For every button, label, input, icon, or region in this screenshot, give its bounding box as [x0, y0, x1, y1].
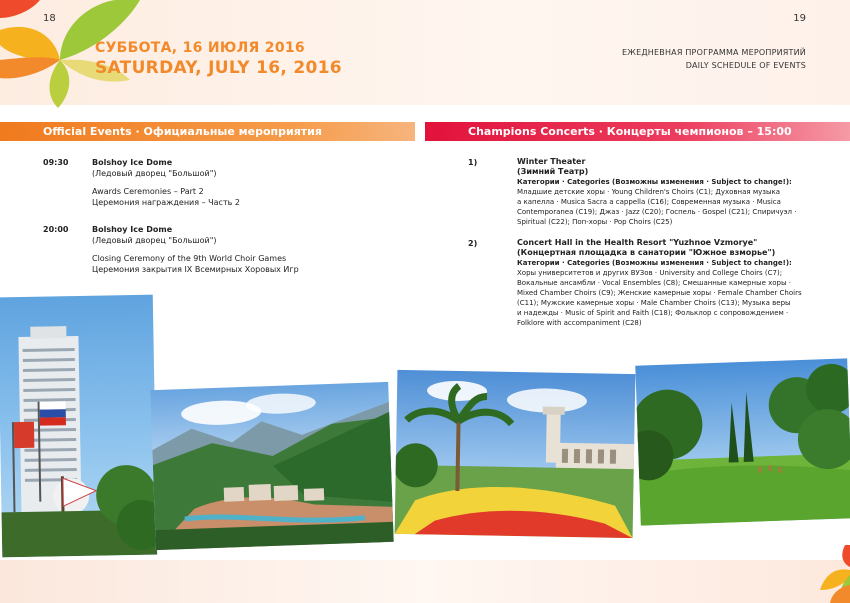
concert-category-line: Вокальные ансамбли · Vocal Ensembles (C8); Смешанные камерные хоры ·: [517, 279, 791, 287]
official-event-1: [92, 157, 412, 208]
date-title-en: SATURDAY, JULY 16, 2016: [95, 58, 342, 78]
photo-hotel-tower: [0, 295, 157, 558]
official-events-header: Official Events · Официальные мероприятия: [0, 122, 415, 141]
concert-category-line: и надежды · Music of Spirit and Faith (C18); Фольклор с сопровождением ·: [517, 309, 789, 317]
concert-category-line: Spiritual (C22); Поп-хоры · Pop Choirs (C25): [517, 218, 673, 226]
date-title-ru: СУББОТА, 16 ИЮЛЯ 2016: [95, 40, 305, 56]
photo-garden: [635, 358, 850, 525]
concert-categories-label: Категории · Categories (Возможны изменения · Subject to change!):: [517, 259, 792, 267]
event-venue-ru: (Ледовый дворец "Большой"): [92, 236, 217, 245]
concert-2: [517, 238, 817, 328]
page-number-left: 18: [43, 13, 56, 24]
event-time: 09:30: [43, 158, 69, 167]
event-venue-ru: (Ледовый дворец "Большой"): [92, 169, 217, 178]
official-event-2: [92, 224, 412, 275]
concert-venue: Winter Theater: [517, 157, 586, 166]
concert-category-line: Folklore with accompaniment (C28): [517, 319, 642, 327]
concert-categories-label: Категории · Categories (Возможны изменения · Subject to change!):: [517, 178, 792, 186]
event-name: Awards Ceremonies – Part 2: [92, 187, 204, 196]
event-time: 20:00: [43, 225, 69, 234]
photo-mountain-village: [150, 382, 393, 550]
concert-category-line: а капелла · Musica Sacra a cappella (C16); Современная музыка · Musica: [517, 198, 781, 206]
concert-venue-ru: (Зимний Театр): [517, 167, 589, 176]
concert-category-line: Mixed Chamber Choirs (C9); Женские камерные хоры · Female Chamber Choirs: [517, 289, 802, 297]
concert-category-line: Младшие детские хоры · Young Children's Choirs (C1); Духовная музыка: [517, 188, 781, 196]
event-name-ru: Церемония закрытия IX Всемирных Хоровых Игр: [92, 265, 299, 274]
concert-1: [517, 157, 817, 227]
photo-palm-park: [395, 370, 636, 538]
concert-category-line: Contemporanea (C19); Джаз · Jazz (C20); Госпель · Gospel (C21); Спиричуэл ·: [517, 208, 797, 216]
concert-venue: Concert Hall in the Health Resort "Yuzhnoe Vzmorye": [517, 238, 758, 247]
event-venue: Bolshoy Ice Dome: [92, 225, 173, 234]
concert-category-line: Хоры университетов и других ВУЗов · University and College Choirs (C7);: [517, 269, 783, 277]
flower-corner-icon: [800, 545, 850, 603]
concert-number: 2): [468, 239, 478, 248]
schedule-title-en: DAILY SCHEDULE OF EVENTS: [685, 61, 806, 70]
concert-venue-ru: (Концертная площадка в санатории "Южное взморье"): [517, 248, 776, 257]
concert-number: 1): [468, 158, 478, 167]
schedule-title-ru: ЕЖЕДНЕВНАЯ ПРОГРАММА МЕРОПРИЯТИЙ: [622, 48, 806, 57]
champions-concerts-header: Champions Concerts · Концерты чемпионов – 15:00: [425, 122, 850, 141]
concert-category-line: (C11); Мужские камерные хоры · Male Chamber Choirs (C13); Музыка веры: [517, 299, 791, 307]
event-name-ru: Церемония награждения – Часть 2: [92, 198, 240, 207]
footer-band: [0, 560, 850, 603]
event-name: Closing Ceremony of the 9th World Choir Games: [92, 254, 287, 263]
event-venue: Bolshoy Ice Dome: [92, 158, 173, 167]
page-number-right: 19: [793, 13, 806, 24]
